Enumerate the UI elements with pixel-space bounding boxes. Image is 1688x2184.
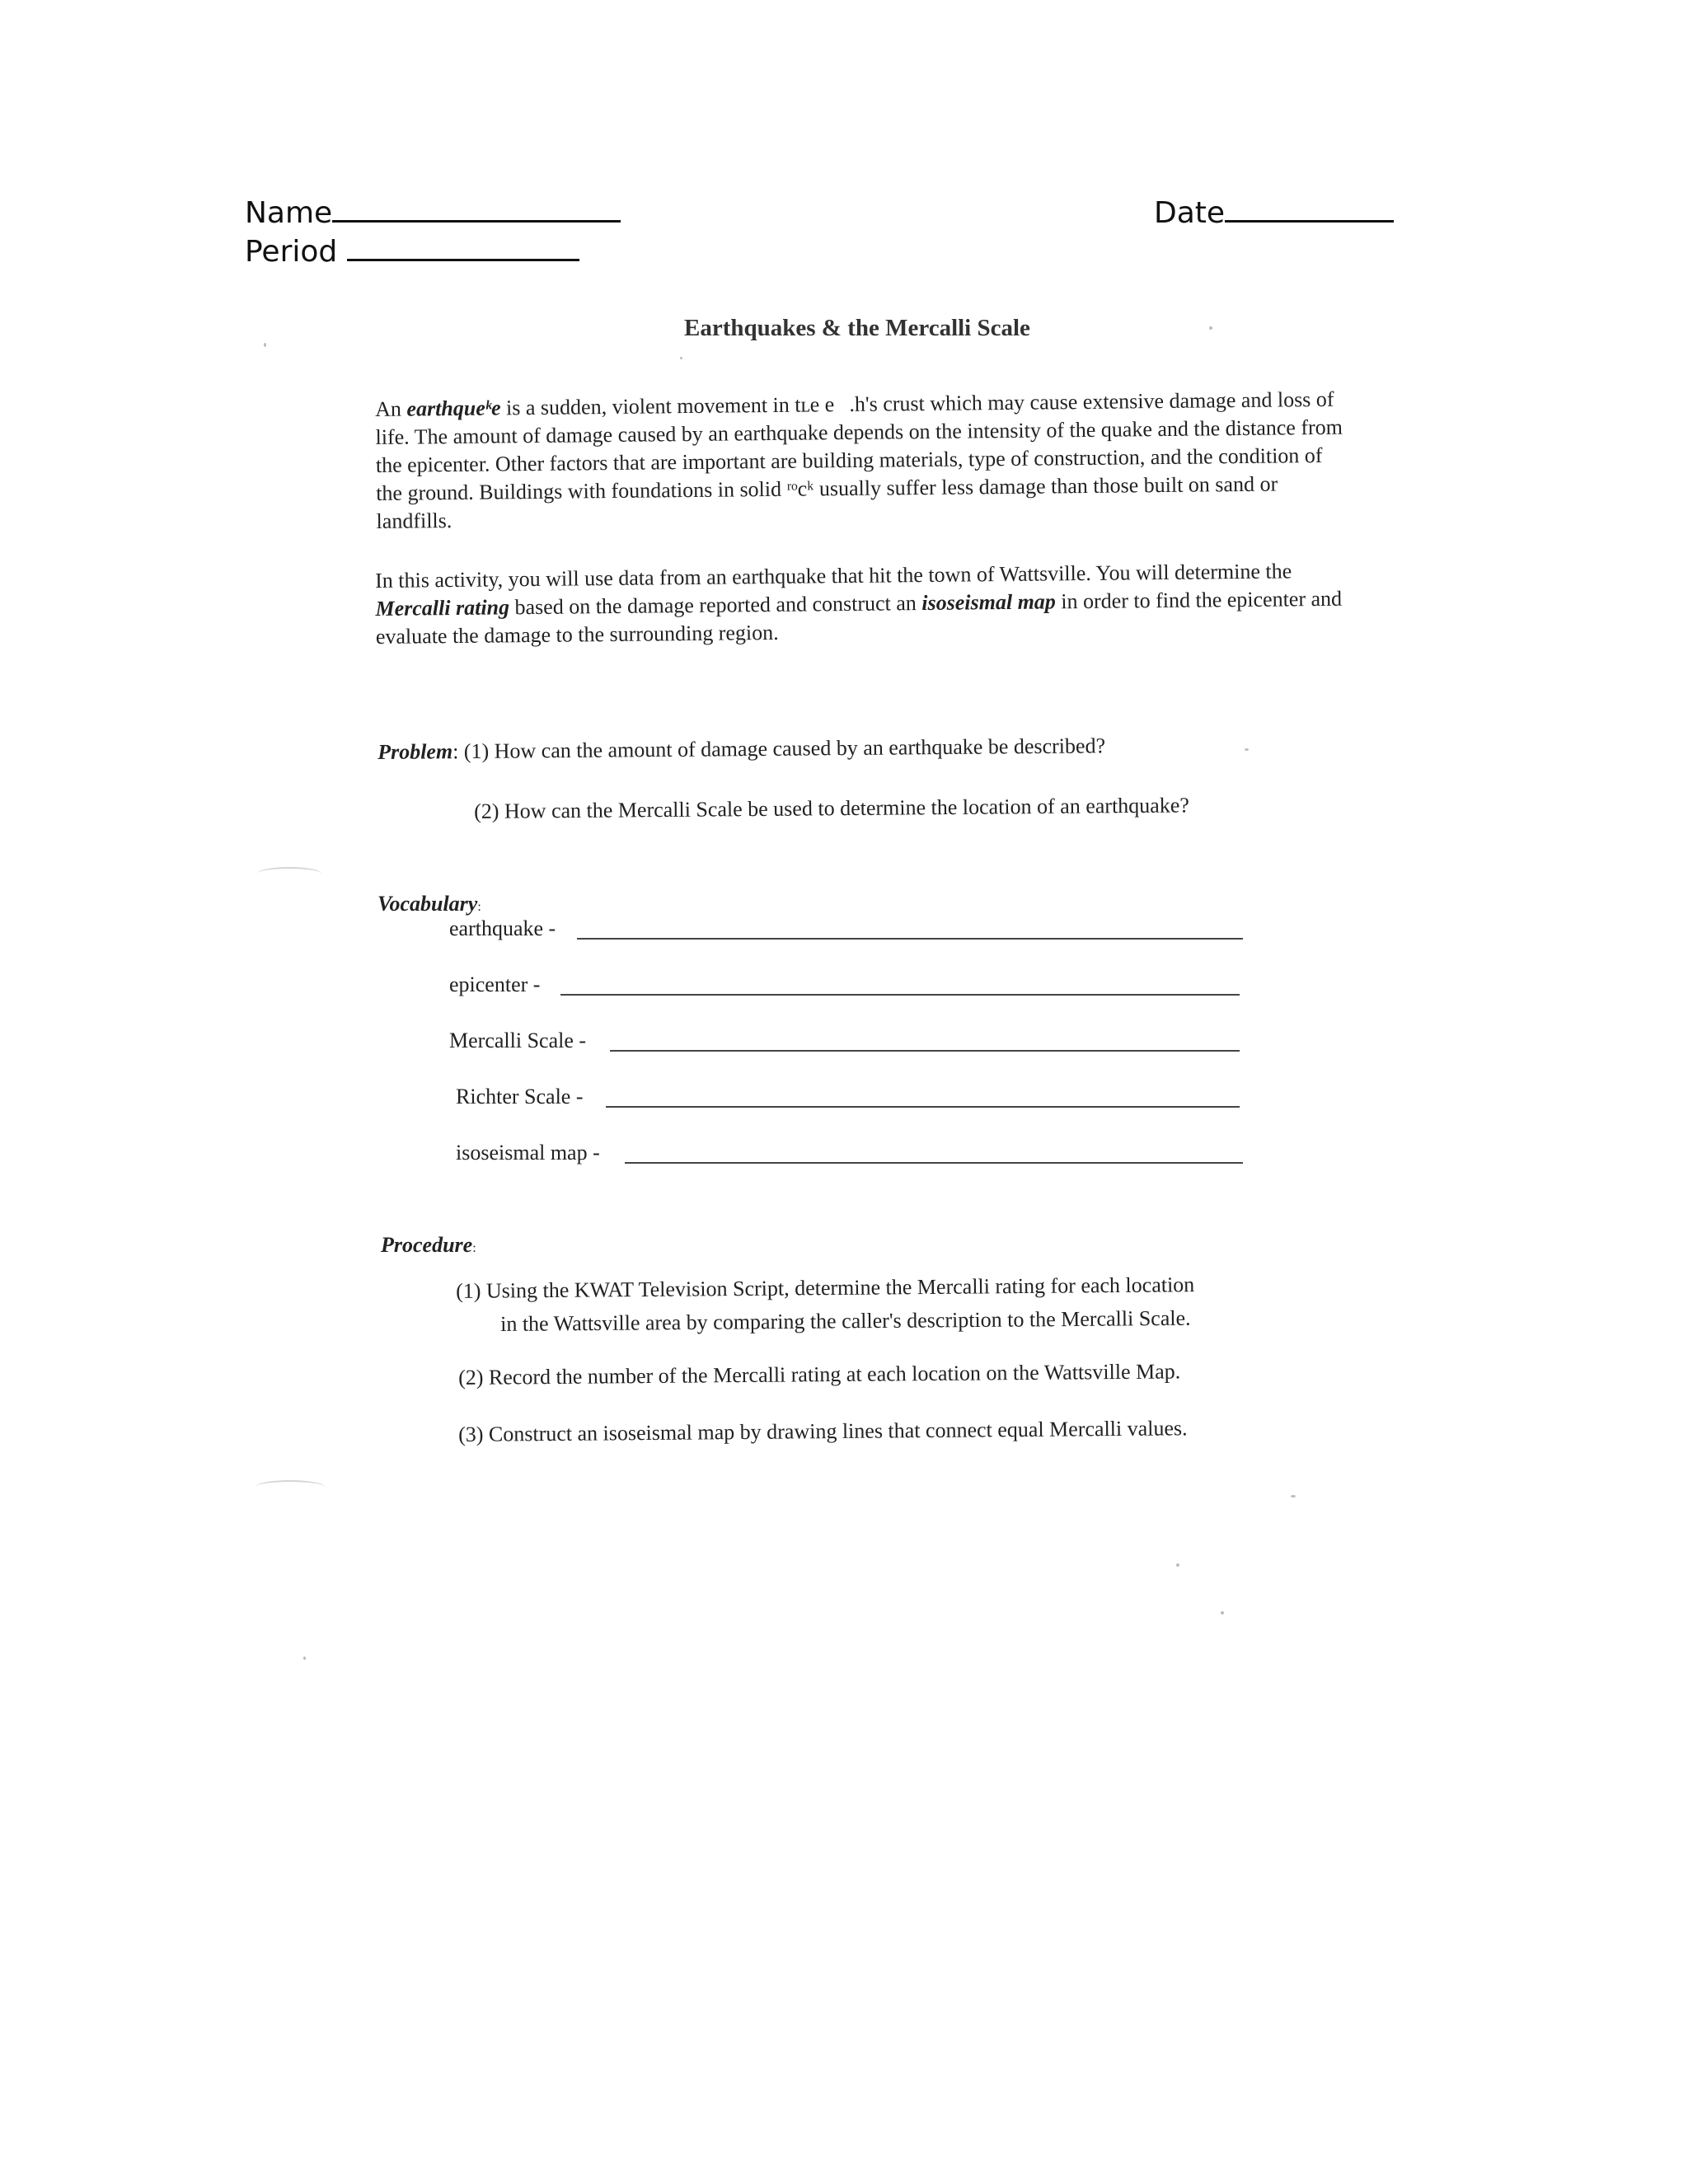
worksheet-title: Earthquakes & the Mercalli Scale bbox=[684, 315, 1030, 341]
period-blank[interactable] bbox=[347, 258, 579, 261]
intro-term-earthquake: earthqueᵏe bbox=[406, 396, 501, 421]
period-label: Period bbox=[245, 235, 338, 269]
vocabulary-heading: Vocabulary: bbox=[377, 892, 481, 916]
intro-paragraph bbox=[375, 386, 1353, 536]
scan-speck bbox=[1245, 748, 1249, 751]
procedure-step-1: (1) Using the KWAT Television Script, determine the Mercalli rating for each location bbox=[456, 1272, 1195, 1303]
name-field bbox=[245, 196, 621, 230]
name-blank[interactable] bbox=[332, 219, 621, 223]
activity-term-isoseismal: isoseismal map bbox=[921, 589, 1056, 616]
problem-question-2: (2) How can the Mercalli Scale be used to determine the location of an earthquake? bbox=[474, 793, 1189, 823]
activity-text-a: In this activity, you will use data from an earthquake that hit the town of Wattsville. You will determine the bbox=[375, 559, 1292, 593]
scan-speck bbox=[303, 1657, 306, 1660]
vocabulary-label: Vocabulary bbox=[377, 892, 478, 916]
activity-term-mercalli: Mercalli rating bbox=[375, 595, 510, 621]
activity-paragraph bbox=[375, 557, 1353, 651]
activity-text-c: in order to find the epicenter and evaluate the damage to the surrounding region. bbox=[375, 586, 1343, 649]
vocab-term-earthquake: earthquake - bbox=[449, 916, 556, 940]
problem-label: Problem bbox=[377, 739, 453, 764]
vocab-term-isoseismal-map: isoseismal map - bbox=[456, 1141, 600, 1165]
date-blank[interactable] bbox=[1225, 219, 1394, 223]
vocab-term-richter-scale: Richter Scale - bbox=[456, 1085, 584, 1108]
vocab-line-isoseismal-map[interactable] bbox=[625, 1162, 1243, 1164]
problem-question-1 bbox=[377, 733, 1105, 765]
procedure-label: Procedure bbox=[381, 1233, 473, 1257]
vocab-line-earthquake[interactable] bbox=[577, 938, 1243, 940]
vocab-term-epicenter: epicenter - bbox=[449, 972, 541, 996]
scan-speck bbox=[680, 357, 682, 359]
procedure-heading: Procedure: bbox=[381, 1233, 476, 1257]
procedure-step-3: (3) Construct an isoseismal map by drawing lines that connect equal Mercalli values. bbox=[458, 1416, 1188, 1446]
procedure-step-1-continued: in the Wattsville area by comparing the caller's description to the Mercalli Scale. bbox=[500, 1305, 1191, 1336]
vocab-line-richter-scale[interactable] bbox=[606, 1106, 1240, 1108]
vocab-term-mercalli-scale: Mercalli Scale - bbox=[449, 1029, 587, 1052]
scan-speck bbox=[1221, 1611, 1224, 1615]
period-field bbox=[245, 235, 579, 269]
scan-speck bbox=[264, 343, 266, 347]
scan-speck bbox=[1209, 326, 1212, 330]
problem-q1-text: : (1) How can the amount of damage caused by an earthquake be described? bbox=[452, 733, 1106, 764]
date-field bbox=[1154, 196, 1394, 230]
intro-p1-rest: is a sudden, violent movement in tʟe e .h's crust which may cause extensive damage and loss of life. The amount of damage caused by an earthquake depends on the intensity of the quake and the distance from the epicenter. Other factors that are important are building materials, type of construction, and the condition of the ground. Buildings with foundations in solid ʳᵒcᵏ usually suffer less damage than those built on sand or landfills. bbox=[375, 387, 1343, 533]
vocab-line-mercalli-scale[interactable] bbox=[610, 1050, 1240, 1052]
scan-speck bbox=[1176, 1563, 1179, 1567]
name-label: Name bbox=[245, 196, 333, 230]
procedure-step-2: (2) Record the number of the Mercalli rating at each location on the Wattsville Map. bbox=[458, 1359, 1181, 1390]
scan-speck bbox=[1291, 1495, 1296, 1497]
vocab-line-epicenter[interactable] bbox=[560, 994, 1240, 996]
intro-p1-start: An bbox=[375, 396, 407, 421]
scan-smudge bbox=[257, 867, 321, 880]
activity-text-b: based on the damage reported and construct an bbox=[509, 591, 922, 620]
scan-smudge bbox=[256, 1480, 325, 1493]
date-label: Date bbox=[1154, 196, 1226, 230]
